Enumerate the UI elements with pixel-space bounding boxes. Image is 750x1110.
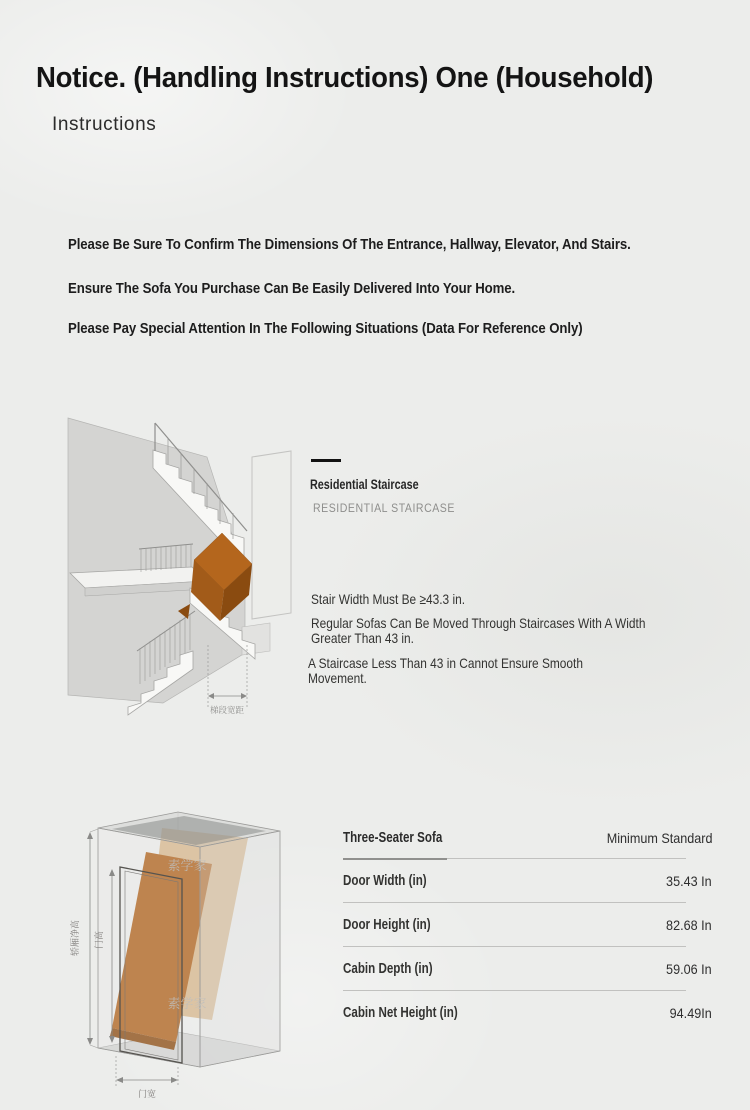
stair-note-1: Stair Width Must Be ≥43.3 in. — [311, 591, 466, 607]
stair-note-3: A Staircase Less Than 43 in Cannot Ensure Smooth Movement. — [308, 655, 583, 686]
spec-header-right: Minimum Standard — [606, 830, 712, 846]
spec-header-left: Three-Seater Sofa — [343, 830, 443, 846]
table-row: Cabin Net Height (in) 94.49In — [343, 1005, 712, 1021]
door-width-dimension — [116, 1056, 178, 1100]
door-width-label: 门宽 — [137, 1090, 157, 1100]
stair-note-2: Regular Sofas Can Be Moved Through Staircases With A Width Greater Than 43 in. — [311, 615, 646, 646]
watermark-text: 素学家 — [167, 859, 207, 874]
cabin-net-height-label: 轿厢净高 — [71, 919, 81, 957]
intro-line-2: Ensure The Sofa You Purchase Can Be Easily Delivered Into Your Home. — [68, 280, 516, 297]
table-row: Door Height (in) 82.68 In — [343, 903, 712, 947]
table-row: Door Width (in) 35.43 In — [343, 859, 712, 903]
divider-dash — [311, 459, 341, 462]
door-height-label: 门高 — [95, 930, 105, 950]
spec-table — [343, 830, 712, 1035]
staircase-label: Residential Staircase — [310, 477, 419, 492]
page-title: Notice. (Handling Instructions) One (Household) — [36, 62, 654, 94]
intro-line-3: Please Pay Special Attention In The Following Situations (Data For Reference Only) — [68, 320, 583, 337]
intro-line-1: Please Be Sure To Confirm The Dimensions Of The Entrance, Hallway, Elevator, And Stairs. — [68, 236, 631, 253]
staircase-illustration — [55, 405, 305, 725]
stair-back-panel — [252, 451, 291, 619]
cabin-net-height-dimension — [69, 829, 98, 1048]
stair-width-dimension-label: 梯段宽距 — [209, 706, 245, 716]
elevator-right-face — [200, 831, 280, 1067]
spec-table-header — [343, 830, 712, 859]
table-row: Cabin Depth (in) 59.06 In — [343, 947, 712, 991]
page-subtitle: Instructions — [52, 114, 157, 135]
elevator-illustration — [50, 790, 310, 1110]
watermark-text: 素学家 — [167, 997, 207, 1012]
staircase-label-caps: RESIDENTIAL STAIRCASE — [313, 501, 455, 515]
